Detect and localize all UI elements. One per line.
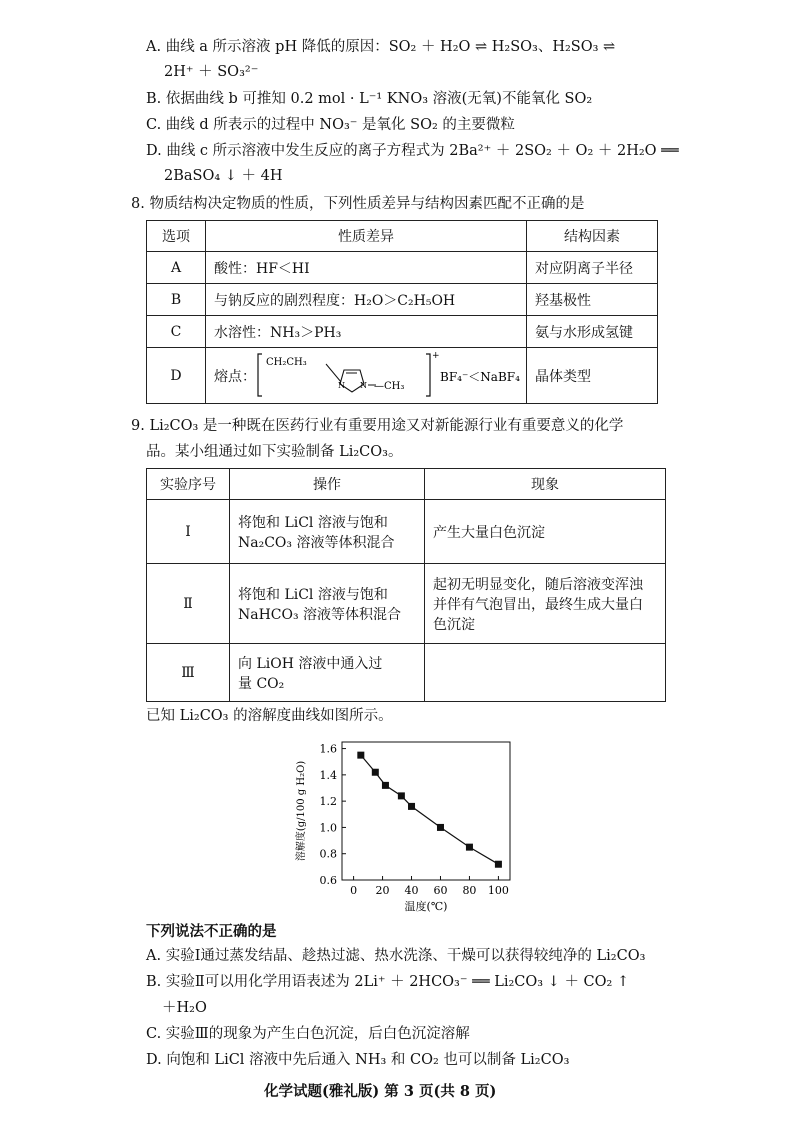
- page-footer: 化学试题(雅礼版) 第 3 页(共 8 页): [264, 1083, 497, 1100]
- q8-row-c-property: 水溶性：NH₃＞PH₃: [206, 316, 527, 348]
- q9-stem-line2: 品。某小组通过如下实验制备 Li₂CO₃。: [146, 444, 403, 460]
- y-tick-label: 1.2: [319, 795, 337, 809]
- table-row: [147, 284, 658, 316]
- q9-option-a: A. 实验Ⅰ通过蒸发结晶、趁热过滤、热水洗涤、干燥可以获得较纯净的 Li₂CO₃: [146, 948, 646, 964]
- ethyl-group: CH₂CH₃: [266, 357, 307, 368]
- q7-option-c: C. 曲线 d 所表示的过程中 NO₃⁻ 是氧化 SO₂ 的主要微粒: [146, 117, 515, 133]
- q8-row-c-option: C: [147, 316, 206, 348]
- q8-row-a-factor: 对应阴离子半径: [527, 252, 658, 284]
- solubility-curve: [361, 755, 499, 864]
- y-axis-label: 溶解度(g/100 g H₂O): [296, 760, 307, 862]
- q9-row-2-ph-line2: 并伴有气泡冒出，最终生成大量白: [433, 596, 643, 613]
- data-point: [437, 824, 444, 831]
- q9-row-3-phenomenon: [425, 644, 666, 702]
- q9-row-3-id: Ⅲ: [147, 644, 230, 702]
- table-row: [147, 316, 658, 348]
- data-point: [408, 803, 415, 810]
- q9-row-2-op-line2: NaHCO₃ 溶液等体积混合: [238, 606, 402, 623]
- q8-row-a-property: 酸性：HF＜HI: [206, 252, 527, 284]
- q9-row-1-id: Ⅰ: [147, 500, 230, 564]
- x-tick-label: 80: [462, 884, 477, 897]
- x-axis-label: 温度(℃): [404, 900, 448, 913]
- q9-row-2-ph-line1: 起初无明显变化，随后溶液变浑浊: [433, 576, 643, 593]
- q8-row-b-property: 与钠反应的剧烈程度：H₂O＞C₂H₅OH: [206, 284, 527, 316]
- q9-option-b-line2: ＋H₂O: [162, 1000, 207, 1016]
- x-tick-label: 0: [350, 884, 358, 897]
- y-tick-label: 1.6: [319, 742, 337, 756]
- q8-row-d-factor: 晶体类型: [527, 348, 658, 404]
- y-tick-label: 0.8: [319, 847, 337, 861]
- x-tick-label: 100: [487, 884, 509, 897]
- q8-row-c-factor: 氨与水形成氢键: [527, 316, 658, 348]
- y-tick-label: 1.4: [319, 768, 337, 782]
- data-point: [372, 769, 379, 776]
- q9-option-b-line1: B. 实验Ⅱ可以用化学用语表述为 2Li⁺ ＋ 2HCO₃⁻ ══ Li₂CO₃ ↓ ＋ CO₂ ↑: [146, 974, 630, 990]
- q9-row-3-operation: [230, 644, 425, 702]
- q8-row-d-property: [206, 348, 527, 404]
- ring-nitrogen-2: N: [360, 381, 367, 390]
- q8-table: [146, 220, 658, 404]
- q8-header-factor: 结构因素: [527, 221, 658, 252]
- q9-header-phenomenon: 现象: [425, 469, 666, 500]
- q7-option-b: B. 依据曲线 b 可推知 0.2 mol · L⁻¹ KNO₃ 溶液(无氧)不能氧化 SO₂: [146, 91, 593, 107]
- q9-row-2-op-line1: 将饱和 LiCl 溶液与饱和: [238, 586, 388, 603]
- q9-row-1-op-line1: 将饱和 LiCl 溶液与饱和: [238, 514, 388, 531]
- x-tick-label: 20: [375, 884, 390, 897]
- q7-option-d-line1: D. 曲线 c 所示溶液中发生反应的离子方程式为 2Ba²⁺ ＋ 2SO₂ ＋ O₂ ＋ 2H₂O ══: [146, 143, 679, 159]
- data-point: [495, 861, 502, 868]
- q8-header-row: [147, 221, 658, 252]
- ring-nitrogen-1: N: [338, 381, 345, 390]
- q9-option-c: C. 实验Ⅲ的现象为产生白色沉淀，后白色沉淀溶解: [146, 1026, 470, 1042]
- q8-row-d-label: 熔点：: [214, 369, 256, 385]
- y-tick-label: 1.0: [319, 821, 337, 835]
- table-row: [147, 644, 666, 702]
- q7-option-d-line2: 2BaSO₄ ↓ ＋ 4H: [164, 168, 283, 184]
- data-point: [357, 752, 364, 759]
- q9-row-2-ph-line3: 色沉淀: [433, 616, 475, 633]
- q9-row-2-id: Ⅱ: [147, 564, 230, 644]
- q9-known: 已知 Li₂CO₃ 的溶解度曲线如图所示。: [146, 708, 393, 724]
- data-point: [398, 792, 405, 799]
- q9-row-1-phenomenon: [425, 500, 666, 564]
- table-row: [147, 252, 658, 284]
- table-row: [147, 564, 666, 644]
- q9-row-2-operation: [230, 564, 425, 644]
- q9-row-3-op-line1: 向 LiOH 溶液中通入过: [238, 655, 383, 672]
- q9-header-operation: 操作: [230, 469, 425, 500]
- left-bracket: [258, 354, 262, 396]
- q9-row-2-phenomenon: [425, 564, 666, 644]
- q9-header-row: [147, 469, 666, 500]
- q8-row-a-option: A: [147, 252, 206, 284]
- q9-stem-line1: 9. Li₂CO₃ 是一种既在医药行业有重要用途又对新能源行业有重要意义的化学: [131, 418, 624, 434]
- methyl-group: —CH₃: [374, 381, 405, 392]
- cation-charge: +: [432, 351, 440, 361]
- q9-row-3-op-line2: 量 CO₂: [238, 675, 285, 692]
- q7-option-a-line1: A. 曲线 a 所示溶液 pH 降低的原因：SO₂ ＋ H₂O ⇌ H₂SO₃、H₂SO₃ ⇌: [146, 39, 616, 55]
- anion-comparison: BF₄⁻＜NaBF₄: [440, 370, 520, 384]
- q7-option-a-line2: 2H⁺ ＋ SO₃²⁻: [164, 64, 259, 80]
- right-bracket: [426, 354, 430, 396]
- solubility-chart: [282, 730, 522, 920]
- q8-header-property: 性质差异: [206, 221, 527, 252]
- q8-stem: 8. 物质结构决定物质的性质，下列性质差异与结构因素匹配不正确的是: [131, 196, 585, 212]
- q8-row-b-option: B: [147, 284, 206, 316]
- q9-header-id: 实验序号: [147, 469, 230, 500]
- chart-points: [357, 752, 502, 868]
- q9-row-1-ph-line1: 产生大量白色沉淀: [433, 524, 545, 541]
- x-tick-label: 60: [433, 884, 448, 897]
- q8-row-b-factor: 羟基极性: [527, 284, 658, 316]
- q9-table: [146, 468, 666, 702]
- x-tick-label: 40: [404, 884, 419, 897]
- data-point: [466, 844, 473, 851]
- q9-option-d: D. 向饱和 LiCl 溶液中先后通入 NH₃ 和 CO₂ 也可以制备 Li₂CO₃: [146, 1052, 570, 1068]
- q9-row-1-operation: [230, 500, 425, 564]
- q9-row-1-op-line2: Na₂CO₃ 溶液等体积混合: [238, 534, 395, 551]
- imidazolium-structure: [256, 348, 556, 402]
- chart-ticks: [320, 743, 509, 897]
- table-row: [147, 500, 666, 564]
- q8-header-option: 选项: [147, 221, 206, 252]
- table-row: [147, 348, 658, 404]
- y-tick-label: 0.6: [319, 874, 337, 887]
- q9-question: 下列说法不正确的是: [146, 923, 277, 940]
- data-point: [382, 782, 389, 789]
- q8-row-d-option: D: [147, 348, 206, 404]
- ethyl-bond: [326, 364, 341, 382]
